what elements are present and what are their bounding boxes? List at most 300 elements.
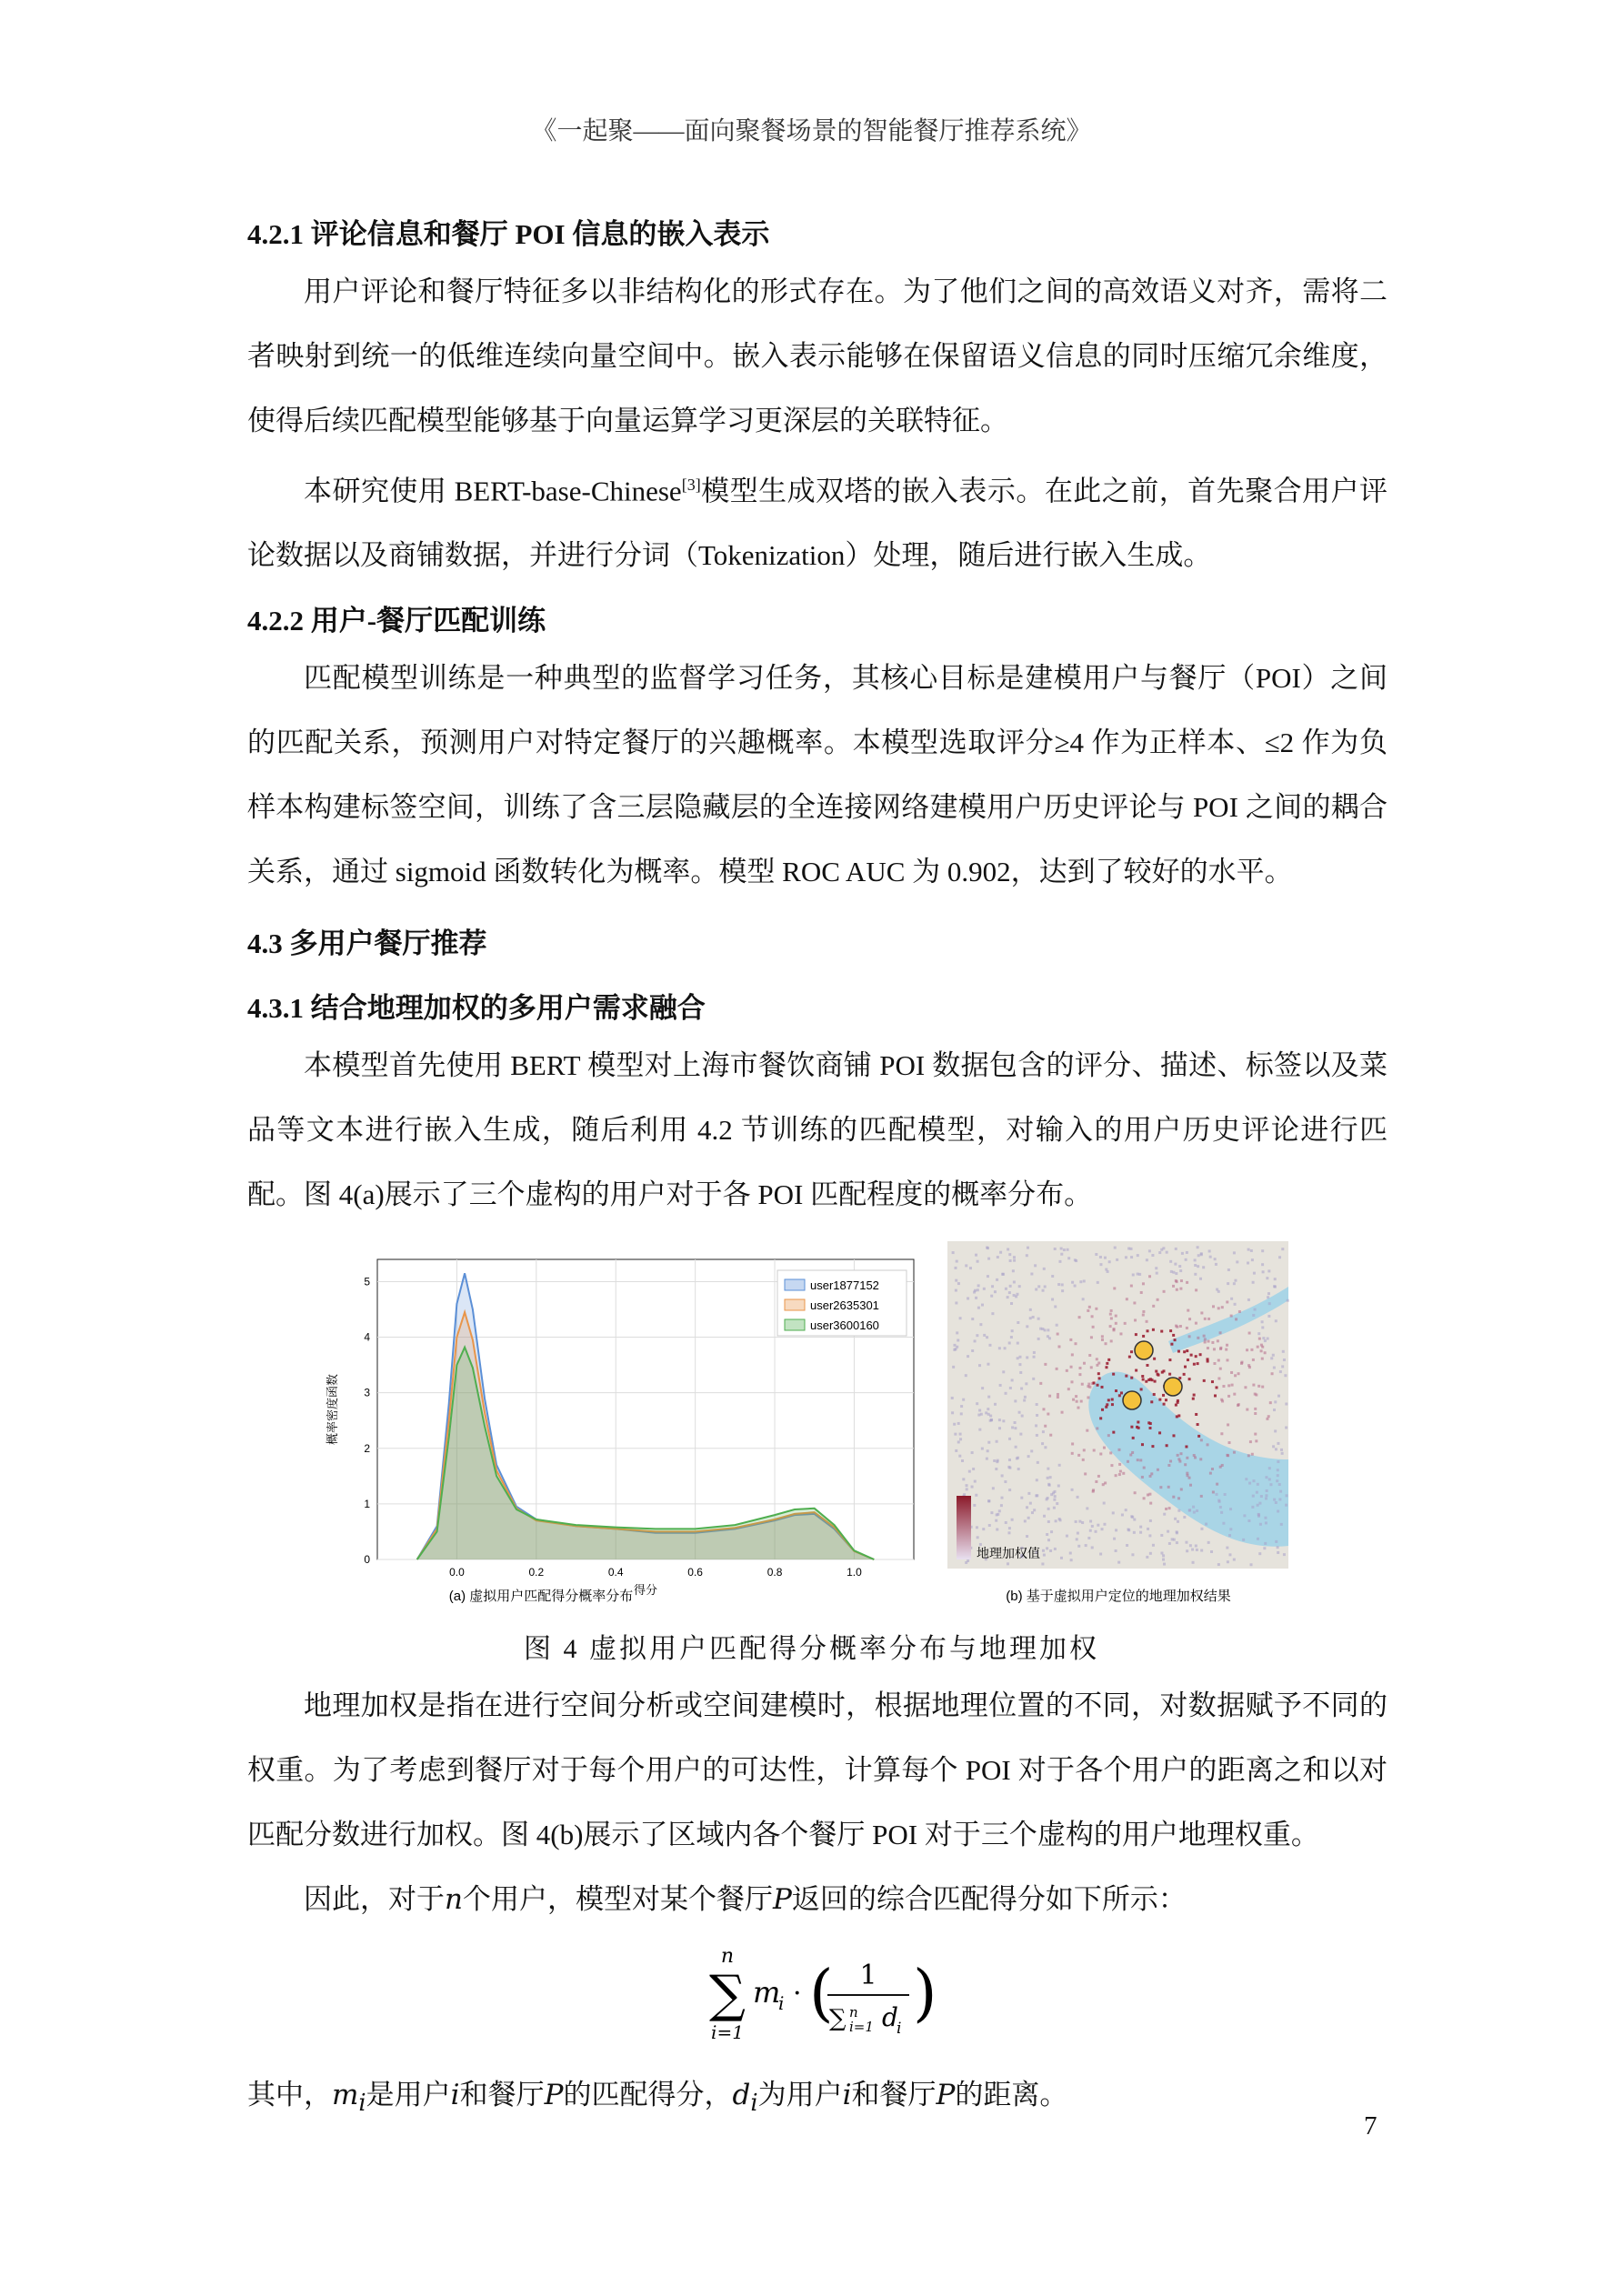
poi-dot — [1120, 1391, 1123, 1394]
poi-dot — [1177, 1458, 1180, 1460]
poi-dot — [1037, 1318, 1040, 1320]
poi-dot — [1274, 1400, 1277, 1403]
poi-dot — [1079, 1280, 1082, 1283]
poi-dot — [956, 1331, 958, 1334]
poi-dot — [1251, 1453, 1254, 1456]
poi-dot — [1197, 1265, 1199, 1268]
poi-dot — [1233, 1559, 1236, 1561]
poi-dot — [1257, 1513, 1260, 1516]
poi-dot — [1283, 1359, 1286, 1361]
poi-dot — [1169, 1260, 1172, 1263]
poi-dot — [1060, 1248, 1063, 1250]
poi-dot — [1264, 1517, 1267, 1519]
poi-dot — [1167, 1464, 1170, 1467]
poi-dot — [1155, 1370, 1157, 1373]
poi-dot — [1197, 1254, 1200, 1257]
poi-dot — [1109, 1325, 1112, 1328]
poi-dot — [1063, 1248, 1066, 1251]
poi-dot — [1057, 1345, 1060, 1348]
poi-dot — [1192, 1506, 1195, 1509]
poi-dot — [1027, 1517, 1030, 1519]
variable-i: i — [842, 2079, 852, 2111]
poi-dot — [1024, 1396, 1027, 1399]
den-upper: n — [849, 2004, 858, 2020]
poi-dot — [1268, 1467, 1271, 1469]
poi-dot — [1108, 1260, 1111, 1263]
poi-dot — [1106, 1362, 1108, 1365]
poi-dot — [1139, 1531, 1142, 1534]
poi-dot — [1221, 1399, 1224, 1402]
poi-dot — [1217, 1359, 1220, 1362]
poi-dot — [1101, 1409, 1104, 1411]
poi-dot — [1076, 1400, 1078, 1403]
poi-dot — [978, 1409, 981, 1412]
poi-dot — [1195, 1322, 1197, 1325]
poi-dot — [1214, 1394, 1217, 1397]
poi-dot — [1214, 1258, 1217, 1260]
poi-dot — [1219, 1506, 1222, 1509]
poi-dot — [1104, 1257, 1107, 1259]
poi-dot — [1129, 1453, 1132, 1456]
poi-dot — [987, 1363, 989, 1366]
poi-dot — [1133, 1301, 1136, 1304]
definition-line — [247, 2071, 1067, 2117]
poi-dot — [1279, 1490, 1282, 1493]
poi-dot — [1224, 1493, 1227, 1496]
poi-dot — [1172, 1334, 1175, 1337]
poi-dot — [1091, 1546, 1094, 1549]
poi-dot — [1222, 1385, 1225, 1388]
poi-dot — [1279, 1370, 1282, 1373]
page-number: 7 — [1364, 2111, 1378, 2141]
poi-dot — [1051, 1298, 1054, 1301]
poi-dot — [1136, 1426, 1138, 1429]
poi-dot — [998, 1419, 1001, 1421]
poi-dot — [1193, 1363, 1196, 1366]
poi-dot — [1227, 1282, 1229, 1285]
poi-dot — [952, 1251, 955, 1254]
poi-dot — [1096, 1427, 1098, 1429]
poi-dot — [1217, 1499, 1220, 1502]
poi-dot — [1137, 1273, 1139, 1276]
poi-dot — [997, 1256, 999, 1258]
poi-dot — [1277, 1460, 1279, 1463]
poi-dot — [1097, 1281, 1099, 1284]
poi-dot — [1107, 1359, 1110, 1361]
poi-dot — [1217, 1339, 1219, 1342]
poi-dot — [1204, 1338, 1207, 1340]
poi-dot — [987, 1499, 990, 1502]
poi-dot — [1194, 1258, 1197, 1261]
poi-dot — [1007, 1562, 1009, 1565]
poi-dot — [1101, 1528, 1104, 1530]
poi-dot — [1033, 1356, 1036, 1359]
poi-dot — [1252, 1479, 1255, 1482]
poi-dot — [1134, 1491, 1137, 1494]
section-4-2-1-title: 4.2.1 评论信息和餐厅 POI 信息的嵌入表示 — [247, 218, 770, 250]
poi-dot — [1004, 1347, 1007, 1349]
poi-dot — [1255, 1439, 1257, 1442]
poi-dot — [1026, 1325, 1028, 1328]
poi-dot — [1269, 1483, 1272, 1486]
user-marker-icon — [1123, 1391, 1141, 1409]
poi-dot — [1179, 1325, 1182, 1328]
poi-dot — [1112, 1328, 1115, 1331]
legend-swatch — [785, 1279, 805, 1290]
poi-dot — [1011, 1519, 1014, 1521]
poi-dot — [1135, 1333, 1137, 1336]
sum-upper: n — [720, 1945, 735, 1968]
poi-dot — [1191, 1549, 1194, 1551]
dot-operator: · — [793, 1978, 802, 2010]
poi-dot — [1233, 1393, 1236, 1396]
poi-dot — [967, 1355, 969, 1358]
poi-dot — [1122, 1472, 1125, 1475]
poi-dot — [1130, 1256, 1133, 1258]
poi-dot — [962, 1399, 965, 1401]
poi-dot — [1153, 1393, 1156, 1396]
poi-dot — [1141, 1476, 1144, 1479]
poi-dot — [1007, 1248, 1009, 1250]
poi-dot — [1189, 1484, 1192, 1487]
poi-dot — [1227, 1268, 1230, 1271]
poi-dot — [1149, 1502, 1152, 1505]
poi-dot — [1183, 1373, 1186, 1376]
poi-dot — [1054, 1248, 1057, 1250]
poi-dot — [987, 1441, 990, 1444]
poi-dot — [1261, 1263, 1264, 1266]
poi-dot — [1097, 1372, 1100, 1375]
poi-dot — [1001, 1273, 1004, 1276]
poi-dot — [1086, 1507, 1088, 1509]
poi-dot — [1002, 1419, 1005, 1422]
sum-symbol: ∑ — [709, 1965, 746, 2024]
poi-dot — [1240, 1361, 1243, 1364]
poi-dot — [1047, 1328, 1049, 1331]
poi-dot — [965, 1264, 967, 1267]
poi-dot — [1077, 1407, 1079, 1409]
poi-dot — [1058, 1518, 1061, 1520]
poi-dot — [1219, 1331, 1222, 1334]
text-span: 和餐厅 — [459, 2079, 545, 2111]
poi-dot — [982, 1528, 985, 1530]
figure-svg — [300, 1232, 1300, 1614]
poi-dot — [1099, 1452, 1102, 1455]
paragraph: 本模型首先使用 BERT 模型对上海市餐饮商铺 POI 数据包含的评分、描述、标签以及菜品等文本进行嵌入生成，随后利用 4.2 节训练的匹配模型，对输入的用户历史评论进行匹配。图 4(a)展示了三个虚构的用户对于各 POI 匹配程度的概率分布。 — [247, 1049, 1388, 1210]
poi-dot — [1261, 1386, 1264, 1389]
poi-dot — [1008, 1459, 1011, 1461]
poi-dot — [1247, 1298, 1250, 1301]
text-span: 其中， — [247, 2079, 332, 2111]
poi-dot — [1078, 1373, 1081, 1376]
poi-dot — [987, 1258, 990, 1260]
poi-dot — [1257, 1385, 1260, 1388]
poi-dot — [956, 1260, 958, 1263]
poi-dot — [969, 1267, 972, 1269]
poi-dot — [1043, 1515, 1046, 1518]
y-tick-label: 2 — [364, 1441, 370, 1455]
poi-dot — [1147, 1528, 1149, 1530]
legend-swatch — [785, 1299, 805, 1310]
poi-dot — [1005, 1392, 1007, 1395]
poi-dot — [1142, 1310, 1145, 1313]
poi-dot — [1219, 1347, 1222, 1349]
poi-dot — [1212, 1305, 1215, 1308]
poi-dot — [1033, 1509, 1036, 1511]
subcaption-a: (a) 虚拟用户匹配得分概率分布 — [448, 1589, 634, 1604]
poi-dot — [1036, 1494, 1038, 1497]
poi-dot — [1009, 1259, 1012, 1262]
poi-dot — [973, 1504, 976, 1507]
poi-dot — [1009, 1285, 1012, 1288]
poi-dot — [1180, 1452, 1183, 1455]
poi-dot — [1162, 1369, 1165, 1372]
poi-dot — [1217, 1307, 1220, 1309]
poi-dot — [1030, 1449, 1033, 1452]
poi-dot — [1229, 1528, 1232, 1530]
poi-dot — [1125, 1509, 1127, 1511]
y-tick-label: 1 — [364, 1497, 370, 1510]
poi-dot — [1158, 1251, 1161, 1254]
x-tick-label: 0.8 — [766, 1566, 783, 1579]
poi-dot — [1262, 1337, 1265, 1339]
poi-dot — [1162, 1247, 1165, 1249]
poi-dot — [1017, 1457, 1019, 1459]
poi-dot — [1257, 1483, 1259, 1486]
paragraph — [247, 453, 1388, 587]
poi-dot — [957, 1282, 960, 1285]
poi-dot — [1074, 1342, 1077, 1345]
poi-dot — [1018, 1356, 1021, 1359]
poi-dot — [1093, 1449, 1096, 1451]
poi-dot — [996, 1529, 998, 1531]
poi-dot — [1057, 1484, 1060, 1487]
poi-dot — [1049, 1549, 1052, 1552]
poi-dot — [1056, 1502, 1058, 1505]
poi-dot — [1215, 1263, 1217, 1266]
poi-dot — [1267, 1292, 1270, 1295]
poi-dot — [1220, 1432, 1223, 1435]
poi-dot — [1002, 1370, 1005, 1373]
poi-dot — [1071, 1452, 1074, 1455]
poi-dot — [1091, 1315, 1094, 1318]
poi-dot — [1070, 1380, 1073, 1383]
poi-dot — [1042, 1408, 1045, 1410]
poi-dot — [1034, 1264, 1037, 1267]
poi-dot — [1266, 1418, 1268, 1420]
poi-dot — [1188, 1335, 1191, 1338]
poi-dot — [991, 1312, 994, 1315]
poi-dot — [1133, 1519, 1136, 1521]
poi-dot — [1197, 1435, 1200, 1438]
poi-dot — [959, 1317, 962, 1319]
poi-dot — [992, 1487, 995, 1489]
poi-dot — [1008, 1438, 1011, 1440]
poi-dot — [1217, 1377, 1220, 1379]
poi-dot — [951, 1411, 954, 1414]
poi-dot — [1029, 1317, 1032, 1319]
poi-dot — [1266, 1489, 1268, 1492]
poi-dot — [1174, 1263, 1177, 1266]
poi-dot — [1083, 1279, 1086, 1282]
poi-dot — [1090, 1366, 1093, 1369]
poi-dot — [1195, 1288, 1197, 1291]
poi-dot — [1148, 1493, 1151, 1496]
poi-dot — [1092, 1489, 1095, 1491]
poi-dot — [1188, 1378, 1191, 1380]
poi-dot — [955, 1279, 957, 1282]
poi-dot — [1047, 1508, 1050, 1510]
poi-dot — [1260, 1495, 1263, 1498]
poi-dot — [1170, 1343, 1173, 1346]
y-tick-label: 4 — [364, 1330, 370, 1344]
poi-dot — [1252, 1281, 1255, 1284]
poi-dot — [1195, 1413, 1197, 1416]
poi-dot — [1043, 1268, 1046, 1270]
poi-dot — [1029, 1308, 1032, 1311]
poi-dot — [1163, 1513, 1166, 1516]
poi-dot — [1007, 1296, 1009, 1298]
poi-dot — [1036, 1434, 1038, 1437]
poi-dot — [1200, 1311, 1203, 1314]
poi-dot — [966, 1488, 968, 1490]
poi-dot — [960, 1412, 963, 1415]
poi-dot — [1008, 1527, 1011, 1529]
poi-dot — [1268, 1478, 1271, 1480]
poi-dot — [955, 1301, 957, 1304]
poi-dot — [1027, 1247, 1029, 1249]
poi-dot — [1008, 1489, 1011, 1491]
poi-dot — [1117, 1449, 1120, 1451]
poi-dot — [1134, 1318, 1137, 1321]
poi-dot — [1026, 1356, 1028, 1359]
text-span: 返回的综合匹配得分如下所示： — [791, 1883, 1187, 1915]
poi-dot — [1258, 1552, 1261, 1555]
poi-dot — [1012, 1269, 1015, 1272]
poi-dot — [1247, 1454, 1250, 1457]
poi-dot — [1131, 1553, 1134, 1556]
poi-dot — [1254, 1412, 1257, 1415]
user-marker-icon — [1135, 1341, 1153, 1359]
poi-dot — [1151, 1445, 1154, 1448]
poi-dot — [1262, 1270, 1265, 1273]
m-subscript: i — [778, 1992, 785, 2014]
poi-dot — [1195, 1544, 1197, 1547]
poi-dot — [1264, 1542, 1267, 1545]
poi-dot — [994, 1290, 997, 1293]
variable-p: P — [544, 2079, 564, 2111]
poi-dot — [987, 1449, 989, 1452]
poi-dot — [1090, 1336, 1093, 1338]
poi-dot — [1150, 1472, 1153, 1475]
poi-dot — [1097, 1524, 1099, 1527]
poi-dot — [1260, 1349, 1263, 1352]
poi-dot — [1026, 1535, 1028, 1538]
poi-dot — [1078, 1520, 1081, 1523]
poi-dot — [1213, 1362, 1216, 1365]
poi-dot — [956, 1346, 958, 1349]
poi-dot — [1196, 1509, 1198, 1512]
poi-dot — [1275, 1540, 1277, 1543]
poi-dot — [1258, 1502, 1261, 1505]
poi-dot — [1014, 1399, 1017, 1402]
legend-label: user3600160 — [810, 1318, 879, 1332]
poi-dot — [1137, 1254, 1139, 1257]
poi-dot — [1058, 1260, 1061, 1263]
poi-dot — [1158, 1431, 1161, 1434]
poi-dot — [976, 1334, 978, 1337]
poi-dot — [1163, 1563, 1166, 1566]
poi-dot — [1054, 1495, 1057, 1498]
poi-dot — [1013, 1280, 1016, 1283]
poi-dot — [1187, 1359, 1189, 1361]
poi-dot — [1130, 1350, 1133, 1353]
poi-dot — [1127, 1460, 1129, 1463]
poi-dot — [1185, 1258, 1187, 1261]
poi-dot — [1167, 1486, 1170, 1489]
poi-dot — [1078, 1316, 1081, 1318]
poi-dot — [1188, 1318, 1191, 1320]
poi-dot — [1257, 1538, 1259, 1540]
poi-dot — [1010, 1302, 1013, 1305]
poi-dot — [1142, 1314, 1145, 1317]
poi-dot — [1234, 1279, 1237, 1282]
poi-dot — [1216, 1386, 1218, 1389]
poi-dot — [967, 1559, 969, 1562]
poi-dot — [1081, 1521, 1084, 1524]
x-tick-label: 0.0 — [449, 1566, 465, 1579]
poi-dot — [1025, 1382, 1027, 1385]
poi-dot — [973, 1291, 976, 1294]
geo-weight-map — [947, 1241, 1289, 1569]
poi-dot — [1041, 1442, 1044, 1445]
poi-dot — [1203, 1379, 1206, 1382]
poi-dot — [960, 1405, 963, 1408]
poi-dot — [1101, 1338, 1104, 1341]
poi-dot — [999, 1251, 1002, 1254]
poi-dot — [1163, 1403, 1166, 1406]
poi-dot — [1180, 1488, 1183, 1490]
poi-dot — [1125, 1256, 1127, 1258]
poi-dot — [1217, 1290, 1220, 1293]
poi-dot — [1013, 1294, 1016, 1297]
poi-dot — [1251, 1506, 1254, 1509]
poi-dot — [1185, 1541, 1187, 1544]
poi-dot — [972, 1468, 975, 1470]
poi-dot — [966, 1484, 968, 1487]
poi-dot — [1247, 1519, 1250, 1522]
poi-dot — [976, 1526, 978, 1529]
poi-dot — [1105, 1342, 1107, 1345]
poi-dot — [1132, 1437, 1135, 1439]
poi-dot — [1142, 1282, 1145, 1285]
poi-dot — [1011, 1426, 1014, 1429]
poi-dot — [1087, 1309, 1089, 1312]
poi-dot — [1009, 1387, 1012, 1389]
poi-dot — [1280, 1523, 1283, 1526]
poi-dot — [1060, 1253, 1063, 1256]
text-span: 的距离。 — [955, 2079, 1068, 2111]
poi-dot — [977, 1284, 980, 1287]
poi-dot — [1261, 1326, 1264, 1328]
poi-dot — [1029, 1502, 1032, 1505]
poi-dot — [959, 1438, 962, 1440]
variable-d: d — [732, 2079, 751, 2111]
x-tick-label: 0.4 — [607, 1566, 624, 1579]
poi-dot — [1176, 1326, 1178, 1328]
poi-dot — [1078, 1367, 1081, 1369]
figure-caption: 图 4 虚拟用户匹配得分概率分布与地理加权 — [524, 1634, 1099, 1664]
